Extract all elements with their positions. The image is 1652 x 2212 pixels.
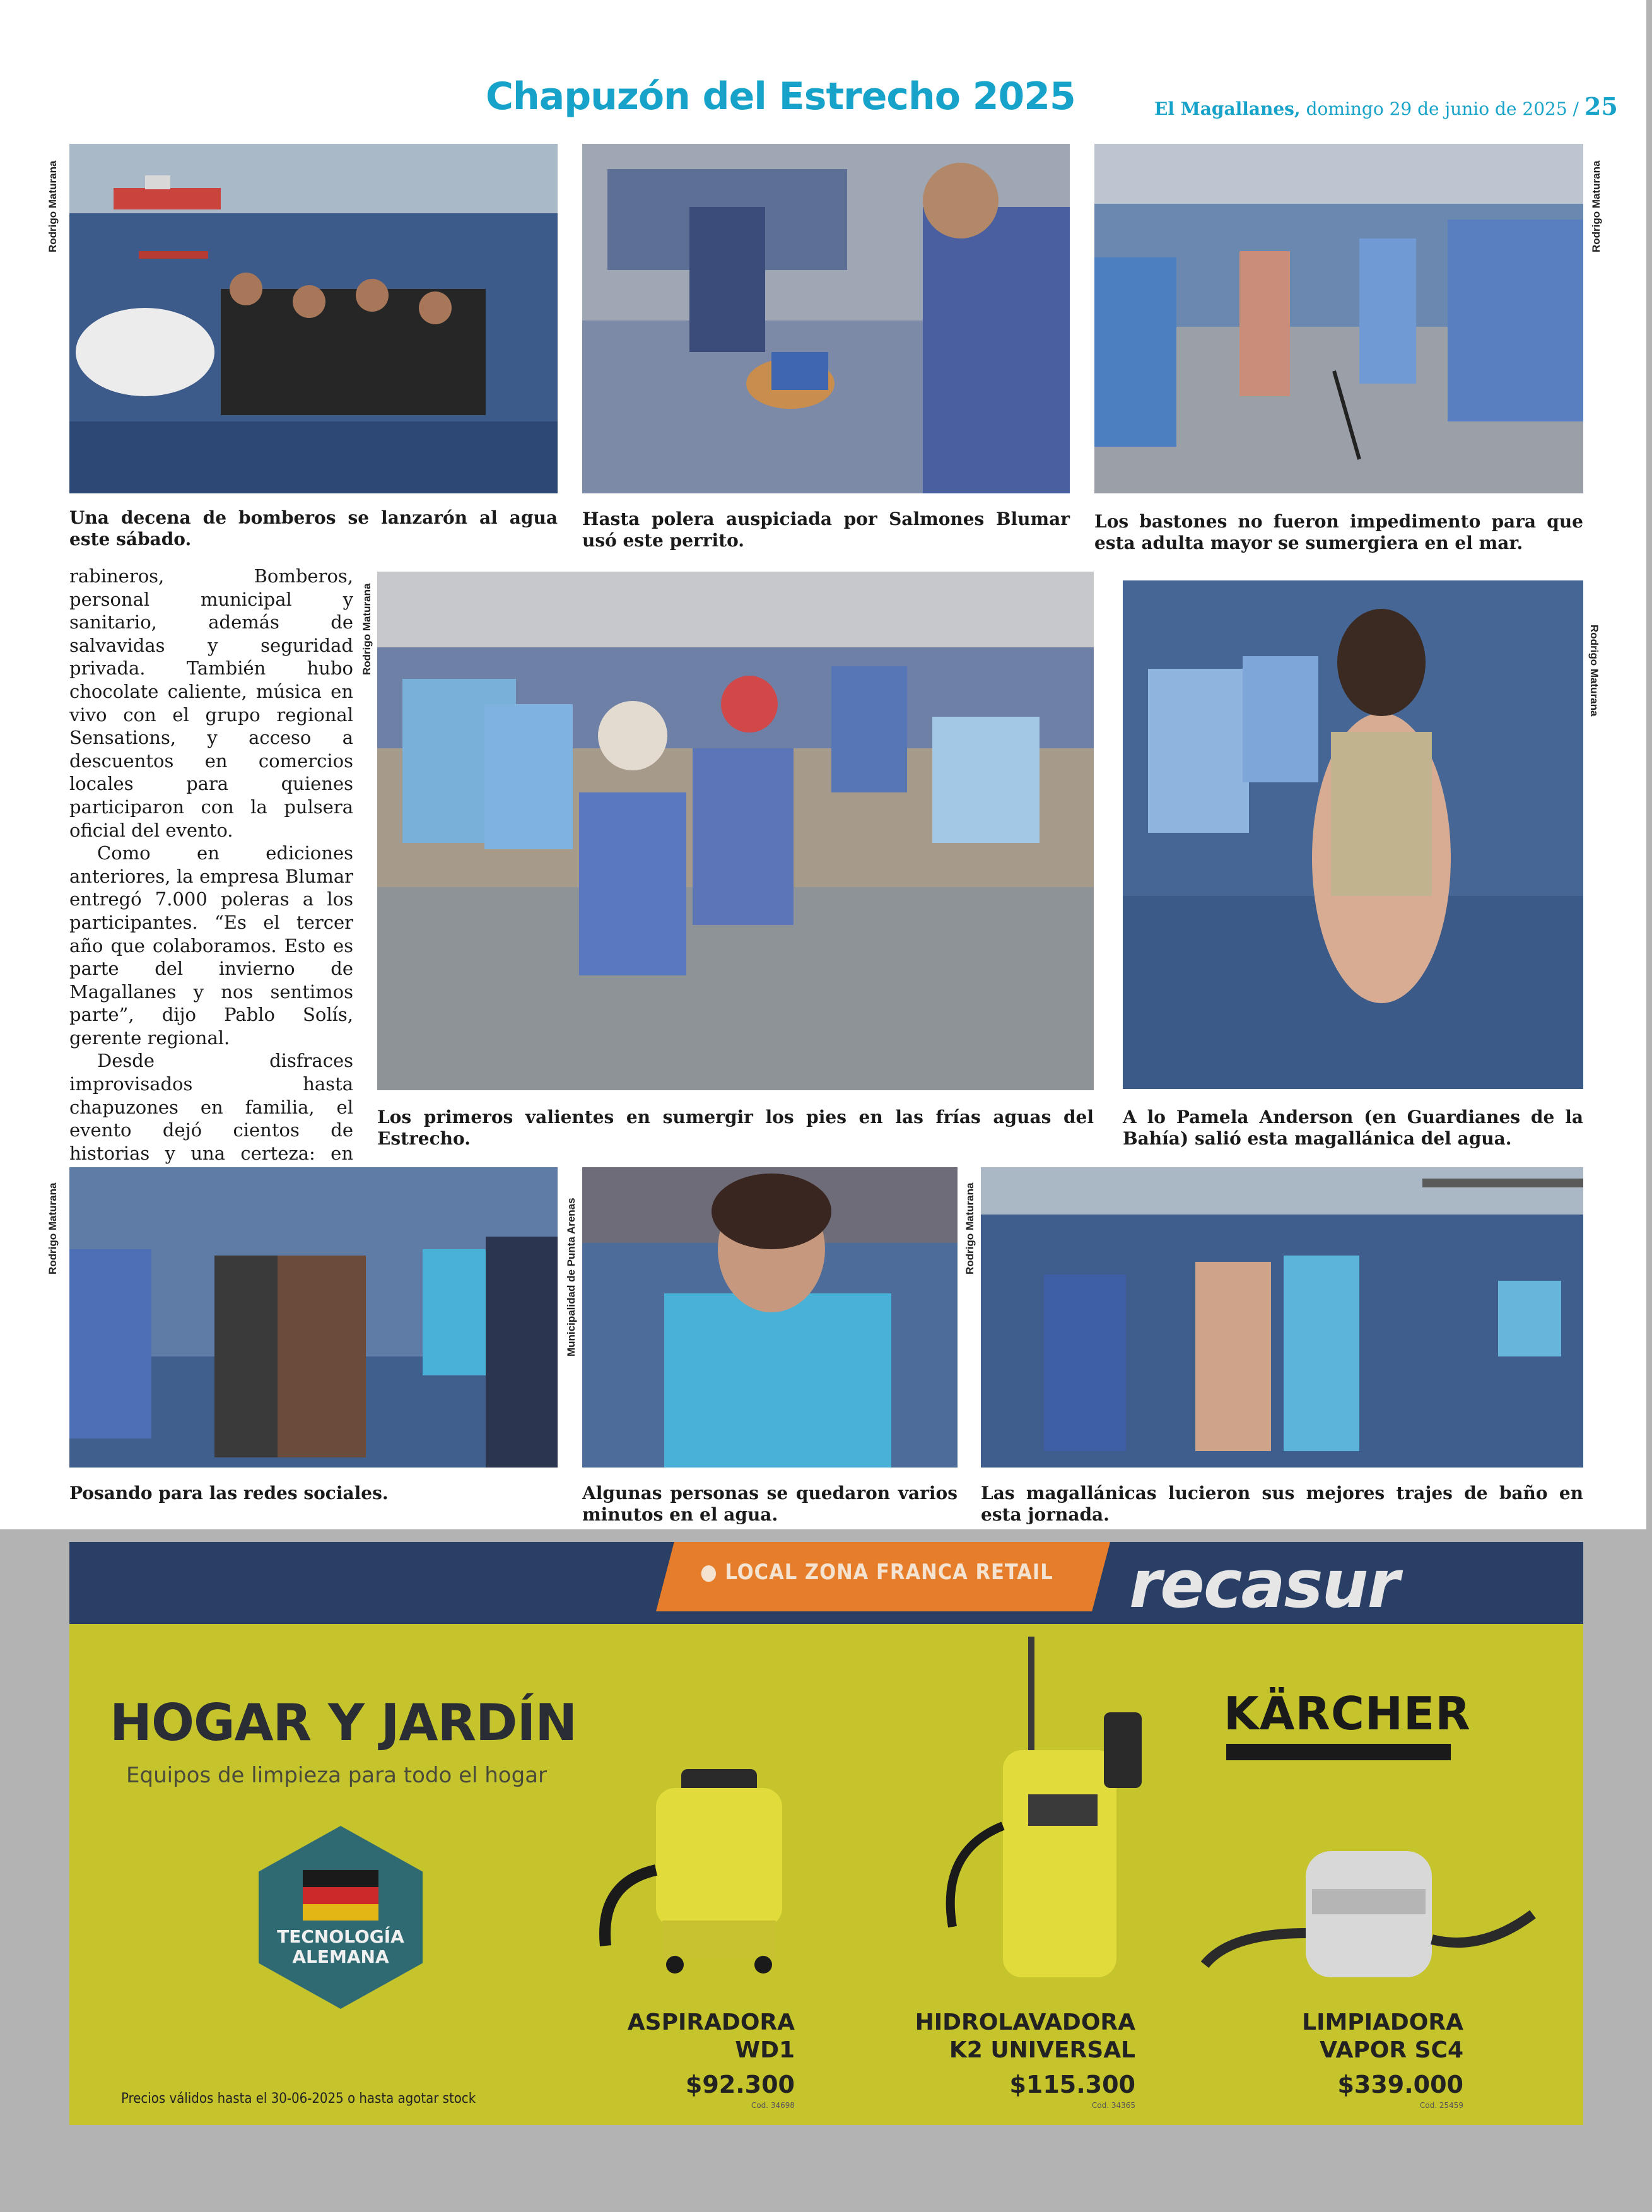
badge-line: TECNOLOGÍA	[277, 1926, 404, 1947]
product-price: $92.300	[685, 2071, 795, 2098]
photo-credit: Rodrigo Maturana	[1588, 625, 1600, 717]
photo-woman-swimsuit	[1123, 580, 1583, 1089]
product-price: $339.000	[1337, 2071, 1463, 2098]
article-paragraph: rabineros, Bomberos, personal municipal y sanitario, además de salvavidas y seguridad privada. También hubo chocolate caliente, música en vivo con el grupo regional Sensations, y acceso a descuentos en comercios locales para quienes participaron con la pulsera oficial del evento.	[69, 565, 353, 841]
ad-location	[700, 1560, 1104, 1597]
ad-headline: HOGAR Y JARDÍN	[110, 1693, 577, 1752]
photo-crowd-running	[377, 572, 1094, 1090]
photo-credit: Rodrigo Maturana	[361, 583, 373, 675]
product-name	[889, 2009, 1135, 2064]
product-name-line: K2 UNIVERSAL	[949, 2037, 1135, 2063]
publication-name: El Magallanes,	[1154, 98, 1301, 119]
product-name	[1224, 2009, 1463, 2064]
photo-caption: Los primeros valientes en sumergir los pies en las frías aguas del Estrecho.	[377, 1107, 1094, 1149]
partner-brand-logo: KÄRCHER	[1224, 1687, 1471, 1740]
page-edge	[1646, 0, 1652, 2212]
article-paragraph: Como en ediciones anteriores, la empresa Blumar entregó 7.000 poleras a los participantes. “Es el tercer año que colaboramos. Esto es parte del invierno de Magallanes y nos sentimos parte”, dijo Pablo Solís, gerente regional.	[69, 842, 353, 1049]
product-code: Cod. 25459	[1419, 2101, 1463, 2110]
publication-date: domingo 29 de junio de 2025	[1306, 98, 1567, 119]
steam-cleaner-product-image	[1192, 1838, 1558, 2003]
product-name-line: VAPOR SC4	[1320, 2037, 1463, 2063]
article-body	[69, 565, 353, 1164]
ad-brand-logo: recasur	[1129, 1546, 1398, 1623]
partner-brand-underline	[1226, 1744, 1451, 1760]
photo-credit: Rodrigo Maturana	[964, 1182, 976, 1274]
photo-caption: A lo Pamela Anderson (en Guardianes de la Bahía) salió esta magallánica del agua.	[1123, 1107, 1583, 1149]
product-code: Cod. 34365	[1091, 2101, 1135, 2110]
photo-caption: Una decena de bomberos se lanzarón al agua este sábado.	[69, 507, 558, 550]
product-code: Cod. 34698	[751, 2101, 795, 2110]
photo-women-swimsuits	[981, 1167, 1583, 1468]
photo-posing	[69, 1167, 558, 1468]
product-price: $115.300	[1009, 2071, 1135, 2098]
german-flag-icon	[303, 1870, 378, 1921]
ad-disclaimer: Precios válidos hasta el 30-06-2025 o hasta agotar stock	[121, 2091, 476, 2107]
product-name-line: ASPIRADORA	[627, 2009, 795, 2035]
folio-separator: /	[1573, 98, 1579, 119]
photo-caption: Las magallánicas lucieron sus mejores trajes de baño en esta jornada.	[981, 1483, 1583, 1525]
page-folio	[1154, 92, 1618, 124]
product-name-line: HIDROLAVADORA	[915, 2009, 1135, 2035]
product-name	[574, 2009, 795, 2064]
photo-dog	[582, 144, 1070, 493]
photo-credit: Rodrigo Maturana	[47, 1182, 59, 1274]
location-pin-icon: ●	[700, 1560, 718, 1585]
section-title: Chapuzón del Estrecho 2025	[486, 74, 1075, 119]
photo-credit: Municipalidad de Punta Arenas	[565, 1197, 577, 1356]
photo-caption: Hasta polera auspiciada por Salmones Blumar usó este perrito.	[582, 509, 1070, 551]
vacuum-product-image	[593, 1744, 833, 1996]
photo-credit: Rodrigo Maturana	[47, 160, 59, 252]
page-number: 25	[1584, 92, 1618, 121]
ad-location-label: LOCAL ZONA FRANCA RETAIL	[725, 1560, 1053, 1585]
pressure-washer-product-image	[915, 1637, 1180, 1990]
product-name-line: WD1	[735, 2037, 795, 2063]
photo-caption: Algunas personas se quedaron varios minutos en el agua.	[582, 1483, 958, 1525]
badge-text	[259, 1927, 423, 1977]
photo-caption: Los bastones no fueron impedimento para que esta adulta mayor se sumergiera en el mar.	[1094, 511, 1583, 553]
photo-firefighters	[69, 144, 558, 493]
article-paragraph: Desde disfraces improvisados hasta chapuzones en familia, el evento dejó cientos de historias y una certeza: en	[69, 1050, 353, 1164]
advertisement	[69, 1542, 1583, 2125]
photo-credit: Rodrigo Maturana	[1590, 160, 1602, 252]
photo-woman-smiling	[582, 1167, 958, 1468]
product-name-line: LIMPIADORA	[1302, 2009, 1463, 2035]
photo-caption: Posando para las redes sociales.	[69, 1483, 389, 1503]
badge-line: ALEMANA	[292, 1946, 389, 1967]
photo-elderly-woman	[1094, 144, 1583, 493]
ad-subheadline: Equipos de limpieza para todo el hogar	[126, 1763, 548, 1788]
